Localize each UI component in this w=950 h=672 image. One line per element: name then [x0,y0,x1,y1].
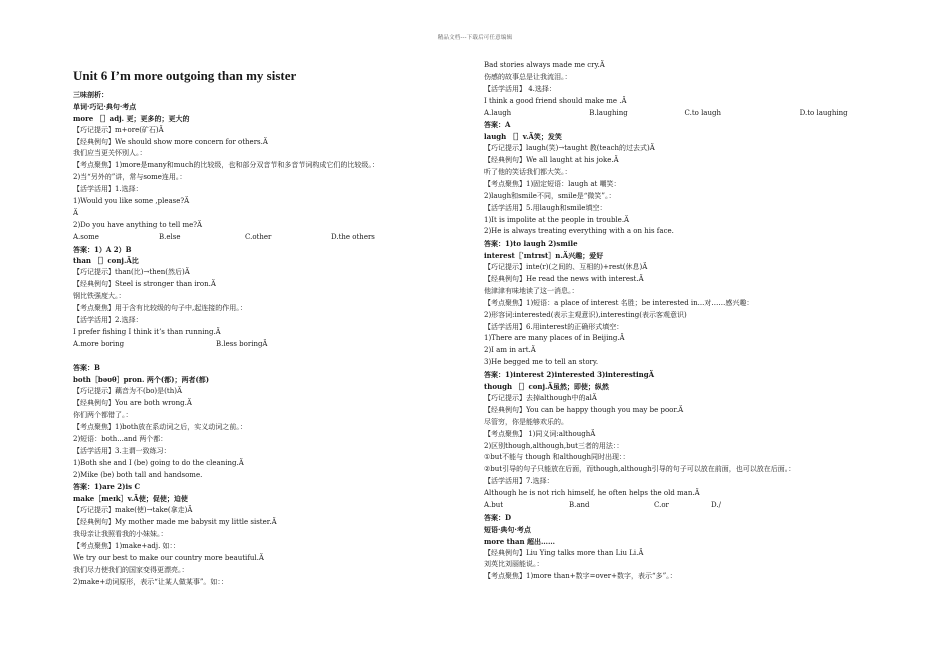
heading-line: 短语·典句·考点 [484,524,531,534]
text-line: 2)laugh和smile不同，smile是“微笑”。： [484,191,616,200]
heading-line: 答案：D [484,512,512,522]
text-line: 1)It is impolite at the people in trouble.Ä [484,215,630,224]
text-line: 【活学活用】2.选择： [73,315,143,324]
text-line: 刘英比刘丽能说。： [484,560,544,569]
answer-option: B.less boringÄ [216,339,268,348]
text-line: Bad stories always made me cry.Ä [484,61,605,69]
answer-option: B.else [159,232,181,241]
text-line: 他津津有味地读了这一消息。： [484,286,579,295]
heading-line: more ［］adj. 更；更多的；更大的 [73,113,190,123]
right-column [484,60,879,583]
text-line: 【巧记提示】laugh(笑)→taught 教(teach的过去式)Ä [484,144,655,153]
answer-option: D.to laughing [799,108,848,117]
heading-line: laugh ［］v.Ä笑；发笑 [484,132,562,142]
text-line: Ä [73,208,79,217]
text-line: 【考点聚焦】用于含有比较级的句子中,起连接的作用。： [73,304,247,313]
answer-option: B.laughing [589,108,628,117]
answer-option: C.to laugh [684,108,721,117]
text-line: 2)Mike (be) both tall and handsome. [73,470,203,479]
text-line: I think a good friend should make me .Ä [484,96,627,105]
text-line: 【巧记提示】m+ore(矿石)Ä [73,125,164,134]
text-line: 听了他的笑话我们都大笑。： [484,168,572,177]
right-lines [484,60,879,583]
text-line: 我母亲让我照看我的小妹妹。： [73,529,168,538]
text-line: 【巧记提示】藕音为不(bo)是(th)Ä [73,387,182,396]
text-line: 【经典例句】You can be happy though you may be poor.Ä [484,405,684,414]
heading-line: 答案：1）A 2）B [73,244,132,254]
heading-line: 答案：B [73,363,100,373]
text-line: 【巧记提示】make(使)→take(拿走)Ä [73,506,193,515]
text-line: 【考点聚焦】1)both放在系动词之后，实义动词之前。： [73,422,247,431]
text-line: 1)Would you like some ,please?Ä [73,197,190,206]
text-line: 2)He is always treating everything with a on his face. [484,227,674,236]
text-line: 钢比铁强度大。： [73,292,126,301]
answer-option: B.and [569,500,590,509]
text-line: 【活学活用】3.主谓一致练习： [73,446,171,455]
text-line: 尽管穷，你是能够欢乐的。 [484,417,568,426]
heading-line: 答案：1)interest 2)interested 3)interestingÄ [484,370,655,380]
heading-line: both［bəʊθ］pron. 两个(都)；两者(都) [73,375,210,385]
text-line: 2)形容词:interested(表示主观意识),interesting(表示客观意识) [484,310,687,319]
text-line: 【活学活用】5.用laugh和smile填空： [484,203,607,212]
text-line: 2)make+动词原形，表示“让某人做某事”。如：： [73,577,228,586]
text-line: Although he is not rich himself, he often helps the old man.Ä [484,489,700,498]
text-line: 【考点聚焦】1)make+adj. 如：： [73,541,181,550]
text-line: 【经典例句】My mother made me babysit my little sister.Ä [73,518,277,527]
text-line: 【经典例句】You are both wrong.Ä [73,399,192,408]
text-line: 【考点聚焦】 1)同义词:althoughÄ [484,429,596,438]
text-line: We try our best to make our country more beautiful.Ä [73,553,264,562]
left-lines [73,89,453,588]
answer-option: C.other [245,232,272,241]
heading-line: 三味剖析： [73,90,108,99]
text-line: ②but引导的句子只能放在后面，而though,although引导的句子可以放在前面，也可以放在后面。： [484,465,796,474]
heading-line: make［meɪk］v.Ä使；促使；迫使 [73,494,188,504]
unit-title: Unit 6 I’m more outgoing than my sister [73,68,297,83]
text-line: 【活学活用】6.用interest的正确形式填空： [484,322,624,331]
answer-option: D./ [711,500,721,509]
text-line: 【巧记提示】去掉although中的alÄ [484,393,597,402]
text-line: 伤感的故事总是让我流泪。： [484,72,572,81]
heading-line: than ［］conj.Ä比 [73,256,139,266]
text-line: 【活学活用】 4.选择： [484,84,556,93]
answer-option: A.more boring [73,339,125,348]
heading-line: though ［］conj.Ä虽然；即使；纵然 [484,382,609,392]
blank-line [73,351,453,363]
answer-options [484,500,879,512]
heading-line: 答案：1)are 2)is C [73,482,141,492]
heading-line: 单词·巧记·典句·考点 [73,101,137,111]
text-line: 【经典例句】Steel is stronger than iron.Ä [73,280,216,289]
text-line: ①but不能与 though 和although同时出现：： [484,453,630,462]
left-column [73,60,453,588]
text-line: 【活学活用】1.选择： [73,185,143,194]
text-line: 【经典例句】We should show more concern for others.Ä [73,137,268,146]
text-line: 1)Both she and I (be) going to do the cleaning.Ä [73,458,244,467]
heading-line: interest［ˈɪntrɪst］n.Ä兴趣；爱好 [484,251,604,261]
answer-option: A.but [484,500,504,509]
text-line: 【经典例句】He read the news with interest.Ä [484,275,644,284]
text-line: 2)当“另外的”讲，常与some连用。： [73,173,187,182]
heading-line: more than 超出…… [484,536,556,546]
answer-option: A.laugh [484,108,512,117]
heading-line: 答案：A [484,120,511,130]
text-line: 【考点聚焦】1)more than+数字=over+数字，表示“多”。： [484,572,677,581]
text-line: 我们应当更关怀别人。： [73,149,147,158]
text-line: 3)He begged me to tell an story. [484,358,599,367]
text-line: 2)区别though,although,but三者的用法：： [484,441,624,450]
answer-option: C.or [654,500,669,509]
answer-options [484,108,879,120]
text-line: 【经典例句】We all laught at his joke.Ä [484,156,619,165]
text-line: 2)I am in art.Ä [484,346,536,355]
text-line: 你们两个都错了。： [73,411,133,420]
heading-line: 答案：1)to laugh 2)smile [484,239,578,249]
answer-option: A.some [73,232,99,241]
answer-options [73,339,453,351]
text-line: 1)There are many places of in Beijing.Ä [484,334,625,343]
text-line: 【经典例句】Liu Ying talks more than Liu Li.Ä [484,548,644,557]
text-line: 2)Do you have anything to tell me?Ä [73,220,203,229]
text-line: 2)短语：both...and 两个都： [73,434,168,443]
text-line: I prefer fishing I think it’s than running.Ä [73,327,221,336]
answer-options [73,232,453,244]
text-line: 【考点聚焦】1)短语：a place of interest 名胜；be interested in...对……感兴趣： [484,298,754,307]
page-header: 精品文档---下载后可任意编辑 [437,35,513,41]
text-line: 【考点聚焦】1)固定短语：laugh at 嘲笑： [484,179,621,188]
text-line: 【活学活用】7.选择： [484,477,554,486]
answer-option: D.the others [331,232,375,241]
text-line: 【考点聚焦】1)more是many和much的比较级，也和部分双音节和多音节词构成它们的比较级。： [73,161,379,170]
text-line: 【巧记提示】inte(r)(之间的、互相的)+rest(休息)Ä [484,263,648,272]
text-line: 我们尽力使我们的国家变得更漂亮。： [73,565,189,574]
text-line: 【巧记提示】than(比)→then(然后)Ä [73,268,190,277]
